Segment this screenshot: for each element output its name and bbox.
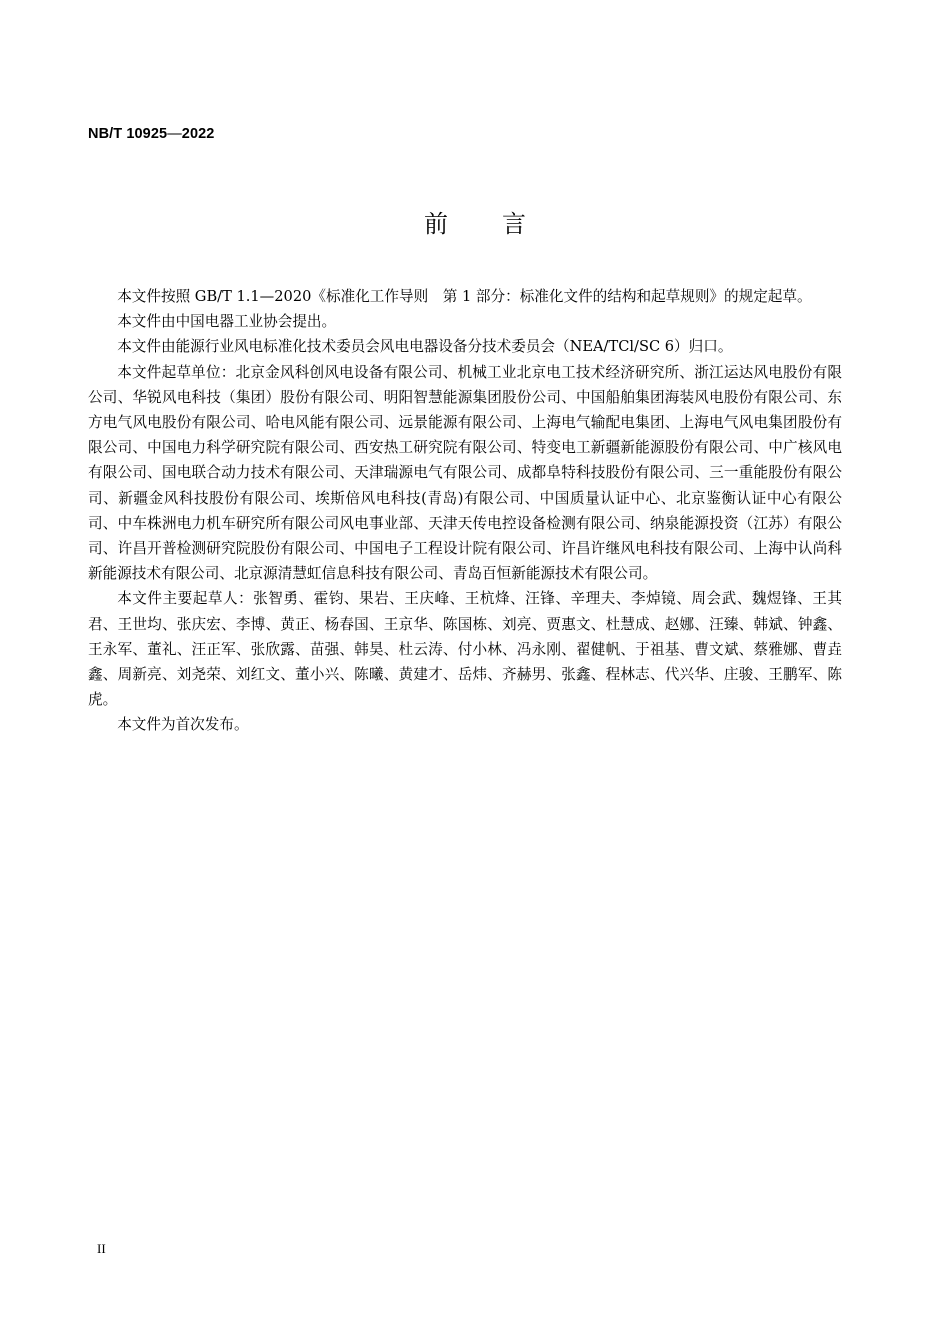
page-title-char-2: 言 xyxy=(502,210,526,238)
foreword-body xyxy=(88,284,842,738)
paragraph-committee: 本文件由能源行业风电标准化技术委员会风电电器设备分技术委员会（NEA/TCl/SC 6）归口。 xyxy=(117,338,733,356)
standard-separator: — xyxy=(167,126,182,142)
paragraph-drafting-units: 本文件起草单位：北京金风科创风电设备有限公司、机械工业北京电工技术经济研究所、浙江运达风电股份有限公司、华锐风电科技（集团）股份有限公司、明阳智慧能源集团股份公司、中国船舶集团海装风电股份有限公司、东方电气风电股份有限公司、哈电风能有限公司、远景能源有限公司、上海电气输配电集团、上海电气风电集团股份有限公司、中国电力科学研究院有限公司、西安热工研究院有限公司、特变电工新疆新能源股份有限公司、中广核风电有限公司、国电联合动力技术有限公司、天津瑞源电气有限公司、成都阜特科技股份有限公司、三一重能股份有限公司、新疆金风科技股份有限公司、埃斯倍风电科技(青岛)有限公司、中国质量认证中心、北京鉴衡认证中心有限公司、中车株洲电力机车研究所有限公司风电事业部、天津天传电控设备检测有限公司、纳泉能源投资（江苏）有限公司、许昌开普检测研究院股份有限公司、中国电子工程设计院有限公司、许昌许继风电科技有限公司、上海中认尚科新能源技术有限公司、北京源清慧虹信息科技有限公司、青岛百恒新能源技术有限公司。 xyxy=(88,363,842,583)
paragraph-proposer: 本文件由中国电器工业协会提出。 xyxy=(117,313,337,331)
standard-code xyxy=(88,126,214,142)
standard-year: 2022 xyxy=(181,126,215,142)
paragraph-drafters: 本文件主要起草人：张智勇、霍钧、果岩、王庆峰、王杭烽、汪锋、辛理夫、李焯镜、周会武、魏煜锋、王其君、王世均、张庆宏、李博、黄正、杨春国、王京华、陈国栋、刘亮、贾惠文、杜慧成、赵娜、汪臻、韩斌、钟鑫、王永军、董礼、汪正军、张欣露、苗强、韩昊、杜云涛、付小林、冯永刚、翟健帆、于祖基、曹文斌、蔡雅娜、曹垚鑫、周新亮、刘尧荣、刘红文、董小兴、陈曦、黄建才、岳炜、齐赫男、张鑫、程林志、代兴华、庄骏、王鹏军、陈虎。 xyxy=(88,590,842,709)
paragraph-first-release: 本文件为首次发布。 xyxy=(117,716,249,734)
page-title xyxy=(0,204,950,239)
page-number: II xyxy=(97,1241,106,1256)
paragraph-drafting-rules: 本文件按照 GB/T 1.1—2020《标准化工作导则 第 1 部分：标准化文件的结构和起草规则》的规定起草。 xyxy=(117,288,812,305)
page-title-char-1: 前 xyxy=(424,210,448,238)
standard-number: NB/T 10925 xyxy=(88,126,168,142)
